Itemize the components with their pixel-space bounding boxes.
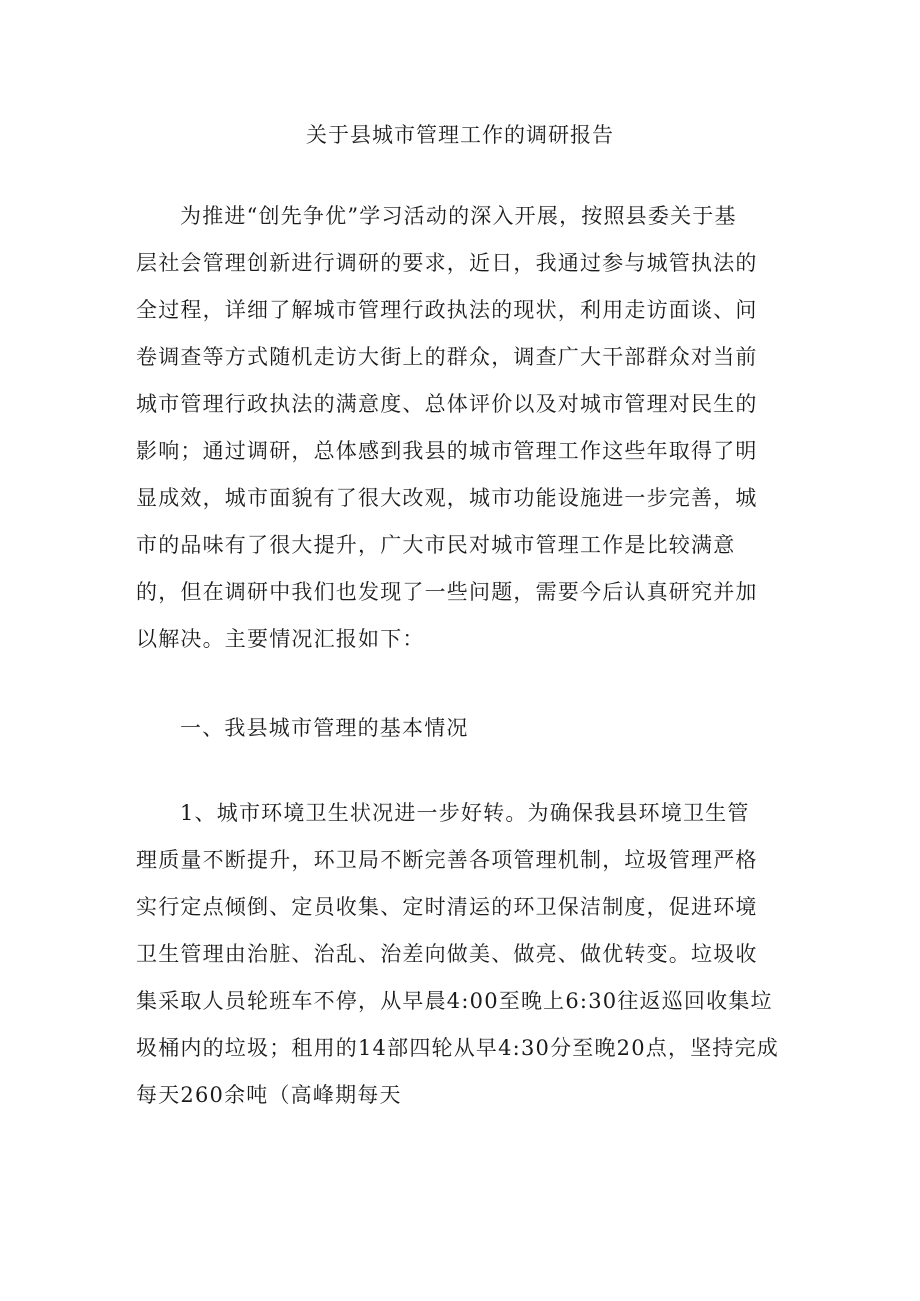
paragraph-line: 理质量不断提升，环卫局不断完善各项管理机制，垃圾管理严格 (136, 848, 758, 872)
paragraph-line: 实行定点倾倒、定员收集、定时清运的环卫保洁制度，促进环境 (136, 895, 758, 919)
paragraph-line: 层社会管理创新进行调研的要求，近日，我通过参与城管执法的 (136, 251, 758, 275)
paragraph-line: 圾桶内的垃圾；租用的14部四轮从早4:30分至晚20点，坚持完成 (136, 1036, 779, 1060)
paragraph-line: 以解决。主要情况汇报如下： (136, 627, 425, 651)
paragraph-line: 的，但在调研中我们也发现了一些问题，需要今后认真研究并加 (136, 580, 758, 604)
paragraph-line: 显成效，城市面貌有了很大改观，城市功能设施进一步完善，城 (136, 486, 758, 510)
paragraph-line: 每天260余吨（高峰期每天 (136, 1083, 402, 1107)
paragraph-line: 1、城市环境卫生状况进一步好转。为确保我县环境卫生管 (180, 801, 750, 825)
paragraph-line: 全过程，详细了解城市管理行政执法的现状，利用走访面谈、问 (136, 298, 758, 322)
paragraph-line: 卫生管理由治脏、治乱、治差向做美、做亮、做优转变。垃圾收 (136, 942, 758, 966)
paragraph-line: 集采取人员轮班车不停，从早晨4:00至晚上6:30往返巡回收集垃 (136, 989, 773, 1013)
paragraph-line: 为推进“创先争优”学习活动的深入开展，按照县委关于基 (180, 204, 737, 228)
document-title: 关于县城市管理工作的调研报告 (306, 123, 614, 147)
paragraph-line: 城市管理行政执法的满意度、总体评价以及对城市管理对民生的 (136, 392, 758, 416)
section-heading: 一、我县城市管理的基本情况 (180, 716, 469, 740)
paragraph-line: 市的品味有了很大提升，广大市民对城市管理工作是比较满意 (136, 533, 736, 557)
paragraph-line: 影响；通过调研，总体感到我县的城市管理工作这些年取得了明 (136, 439, 758, 463)
paragraph-line: 卷调查等方式随机走访大街上的群众，调查广大干部群众对当前 (136, 345, 758, 369)
